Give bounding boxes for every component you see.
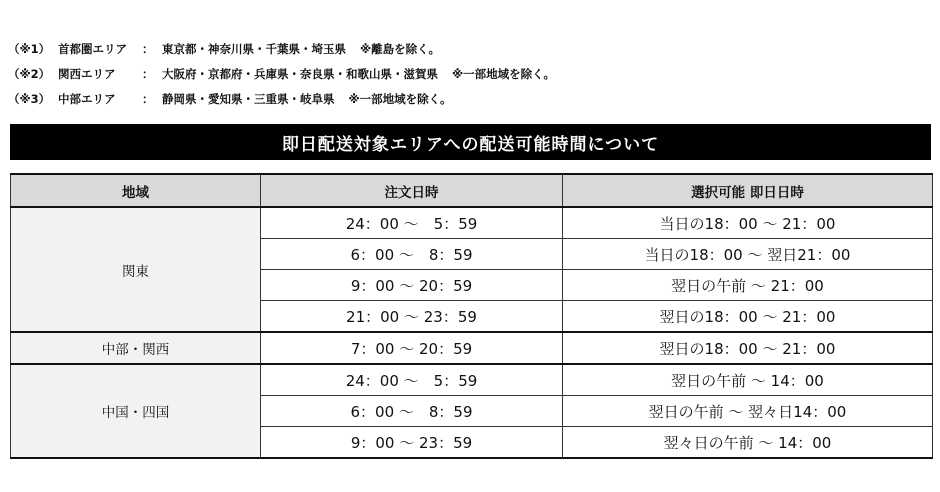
note-area: 関西エリア	[58, 66, 116, 81]
delivery-time-cell: 翌日の午前 ～ 翌々日14：00	[563, 396, 933, 427]
header-order-time: 注文日時	[261, 174, 563, 207]
note-mark: （※1）	[8, 41, 51, 56]
note-remark: ※一部地域を除く。	[452, 66, 555, 81]
note-mark: （※2）	[8, 66, 51, 81]
note-prefectures: 東京都・神奈川県・千葉県・埼玉県	[162, 41, 346, 56]
note-area: 中部エリア	[58, 91, 116, 106]
note-prefectures: 大阪府・京都府・兵庫県・奈良県・和歌山県・滋賀県	[162, 66, 438, 81]
order-time-cell: 6：00 ～ 8：59	[261, 239, 563, 270]
delivery-time-cell: 翌日の18：00 ～ 21：00	[563, 332, 933, 364]
section-banner: 即日配送対象エリアへの配送可能時間について	[10, 124, 931, 160]
order-time-cell: 6：00 ～ 8：59	[261, 396, 563, 427]
region-cell-chugoku-shikoku: 中国・四国	[11, 364, 261, 458]
order-time-cell: 9：00 ～ 20：59	[261, 270, 563, 301]
note-remark: ※一部地域を除く。	[348, 91, 452, 106]
header-delivery-time: 選択可能 即日日時	[563, 174, 933, 207]
region-cell-chubu-kansai: 中部・関西	[11, 332, 261, 364]
note-row	[8, 36, 555, 61]
note-colon: ：	[142, 66, 154, 81]
note-colon: ：	[142, 41, 154, 56]
note-remark: ※離島を除く。	[360, 41, 440, 56]
note-prefectures: 静岡県・愛知県・三重県・岐阜県	[162, 91, 335, 106]
order-time-cell: 9：00 ～ 23：59	[261, 427, 563, 459]
table-row	[11, 332, 933, 364]
order-time-cell: 7：00 ～ 20：59	[261, 332, 563, 364]
delivery-time-cell: 翌日の18：00 ～ 21：00	[563, 301, 933, 333]
delivery-time-cell: 当日の18：00 ～ 21：00	[563, 207, 933, 239]
delivery-time-cell: 翌日の午前 ～ 21：00	[563, 270, 933, 301]
table-row	[11, 207, 933, 239]
order-time-cell: 24：00 ～ 5：59	[261, 207, 563, 239]
note-row	[8, 86, 555, 111]
table-header-row	[11, 174, 933, 207]
order-time-cell: 21：00 ～ 23：59	[261, 301, 563, 333]
note-mark: （※3）	[8, 91, 51, 106]
region-cell-kanto: 関東	[11, 207, 261, 332]
delivery-time-cell: 当日の18：00 ～ 翌日21：00	[563, 239, 933, 270]
table-row	[11, 364, 933, 396]
delivery-time-cell: 翌々日の午前 ～ 14：00	[563, 427, 933, 459]
delivery-time-cell: 翌日の午前 ～ 14：00	[563, 364, 933, 396]
order-time-cell: 24：00 ～ 5：59	[261, 364, 563, 396]
header-region: 地域	[11, 174, 261, 207]
area-notes	[8, 36, 555, 111]
note-area: 首都圏エリア	[58, 41, 127, 56]
delivery-schedule-table	[10, 173, 933, 459]
note-colon: ：	[142, 91, 154, 106]
note-row	[8, 61, 555, 86]
